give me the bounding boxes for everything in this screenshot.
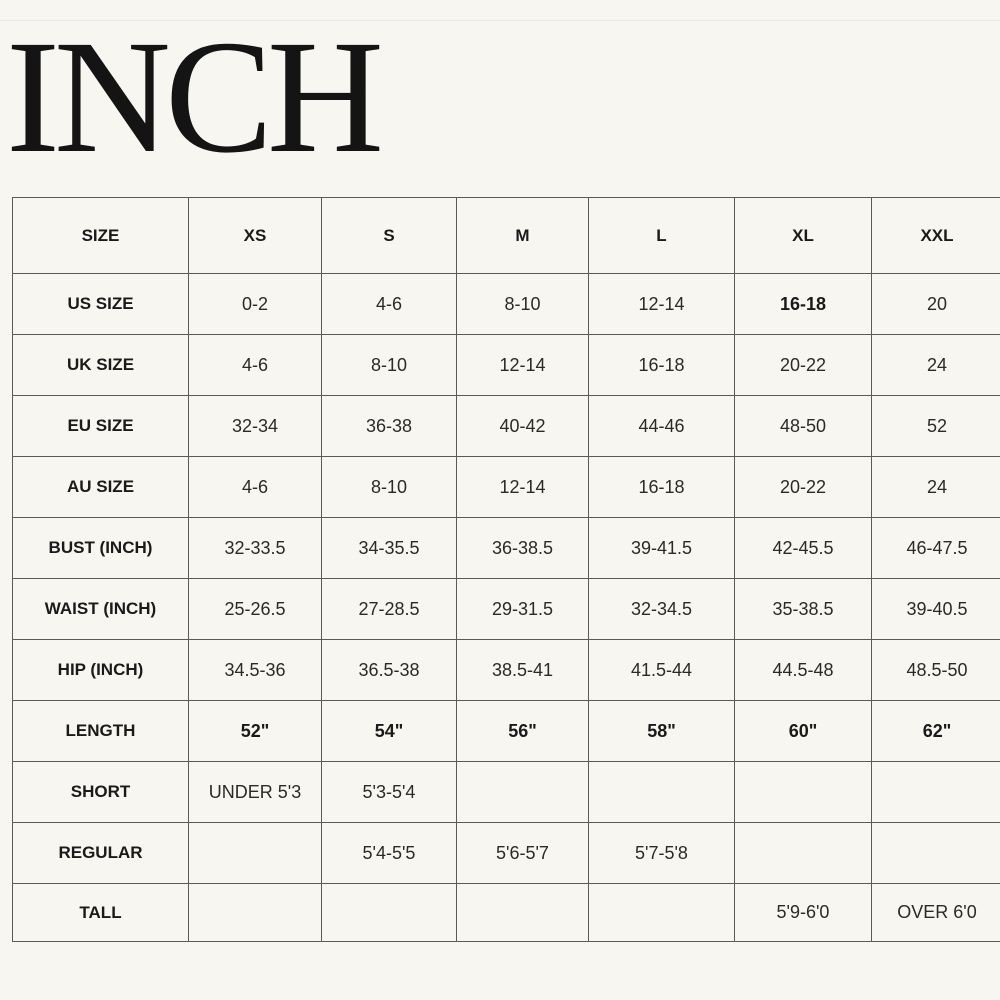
row-label: SHORT <box>13 762 189 823</box>
table-cell: 20-22 <box>735 457 872 518</box>
table-row-waist <box>13 579 1000 640</box>
table-row-regular <box>13 823 1000 884</box>
table-cell: 39-41.5 <box>589 518 735 579</box>
table-cell: 5'6-5'7 <box>457 823 589 884</box>
size-header-l: L <box>589 198 735 274</box>
size-header-xxl: XXL <box>872 198 1000 274</box>
row-label: LENGTH <box>13 701 189 762</box>
table-cell: 12-14 <box>589 274 735 335</box>
table-cell: 32-34 <box>189 396 322 457</box>
table-row-tall <box>13 884 1000 942</box>
table-cell: 5'3-5'4 <box>322 762 457 823</box>
table-cell: 36-38.5 <box>457 518 589 579</box>
table-cell: 46-47.5 <box>872 518 1000 579</box>
table-cell: 34-35.5 <box>322 518 457 579</box>
row-label: REGULAR <box>13 823 189 884</box>
table-cell: 36.5-38 <box>322 640 457 701</box>
table-cell: 16-18 <box>589 457 735 518</box>
table-cell: 8-10 <box>457 274 589 335</box>
corner-header-cell: SIZE <box>13 198 189 274</box>
table-cell: 0-2 <box>189 274 322 335</box>
table-cell: 4-6 <box>322 274 457 335</box>
table-cell: 12-14 <box>457 335 589 396</box>
size-header-xs: XS <box>189 198 322 274</box>
table-cell <box>735 823 872 884</box>
table-cell <box>457 884 589 942</box>
table-cell: 62" <box>872 701 1000 762</box>
table-cell: 35-38.5 <box>735 579 872 640</box>
table-row-eu-size <box>13 396 1000 457</box>
table-cell: 24 <box>872 335 1000 396</box>
table-cell: 54" <box>322 701 457 762</box>
row-label: US SIZE <box>13 274 189 335</box>
table-cell: UNDER 5'3 <box>189 762 322 823</box>
table-cell: 52 <box>872 396 1000 457</box>
table-row-bust <box>13 518 1000 579</box>
size-chart-table <box>12 197 1000 942</box>
table-cell <box>589 884 735 942</box>
table-cell: 58" <box>589 701 735 762</box>
row-label: WAIST (INCH) <box>13 579 189 640</box>
size-header-s: S <box>322 198 457 274</box>
table-cell: 16-18 <box>735 274 872 335</box>
table-cell: 4-6 <box>189 457 322 518</box>
table-cell: 8-10 <box>322 457 457 518</box>
table-cell: 25-26.5 <box>189 579 322 640</box>
table-row-uk-size <box>13 335 1000 396</box>
table-cell: 24 <box>872 457 1000 518</box>
table-cell: OVER 6'0 <box>872 884 1000 942</box>
table-cell: 44.5-48 <box>735 640 872 701</box>
row-label: HIP (INCH) <box>13 640 189 701</box>
table-cell: 34.5-36 <box>189 640 322 701</box>
table-cell <box>457 762 589 823</box>
table-cell: 52" <box>189 701 322 762</box>
table-cell: 38.5-41 <box>457 640 589 701</box>
table-cell: 32-34.5 <box>589 579 735 640</box>
row-label: BUST (INCH) <box>13 518 189 579</box>
table-cell <box>872 762 1000 823</box>
table-cell <box>189 884 322 942</box>
table-cell: 60" <box>735 701 872 762</box>
table-cell <box>872 823 1000 884</box>
table-cell: 42-45.5 <box>735 518 872 579</box>
table-cell: 5'7-5'8 <box>589 823 735 884</box>
size-header-m: M <box>457 198 589 274</box>
table-cell: 36-38 <box>322 396 457 457</box>
table-row-hip <box>13 640 1000 701</box>
table-cell: 56" <box>457 701 589 762</box>
table-cell <box>735 762 872 823</box>
table-cell <box>322 884 457 942</box>
table-cell: 29-31.5 <box>457 579 589 640</box>
table-cell: 16-18 <box>589 335 735 396</box>
table-cell: 8-10 <box>322 335 457 396</box>
row-label: AU SIZE <box>13 457 189 518</box>
table-cell: 20-22 <box>735 335 872 396</box>
table-cell <box>189 823 322 884</box>
row-label: EU SIZE <box>13 396 189 457</box>
table-cell <box>589 762 735 823</box>
table-cell: 44-46 <box>589 396 735 457</box>
table-cell: 5'9-6'0 <box>735 884 872 942</box>
table-header-row <box>13 198 1000 274</box>
table-cell: 20 <box>872 274 1000 335</box>
table-cell: 12-14 <box>457 457 589 518</box>
table-row-us-size <box>13 274 1000 335</box>
table-cell: 5'4-5'5 <box>322 823 457 884</box>
table-cell: 39-40.5 <box>872 579 1000 640</box>
table-cell: 41.5-44 <box>589 640 735 701</box>
table-row-short <box>13 762 1000 823</box>
table-cell: 32-33.5 <box>189 518 322 579</box>
row-label: UK SIZE <box>13 335 189 396</box>
table-cell: 27-28.5 <box>322 579 457 640</box>
table-cell: 48-50 <box>735 396 872 457</box>
table-row-au-size <box>13 457 1000 518</box>
table-cell: 40-42 <box>457 396 589 457</box>
row-label: TALL <box>13 884 189 942</box>
table-cell: 48.5-50 <box>872 640 1000 701</box>
size-header-xl: XL <box>735 198 872 274</box>
table-cell: 4-6 <box>189 335 322 396</box>
table-row-length <box>13 701 1000 762</box>
page-title: INCH <box>6 8 378 187</box>
